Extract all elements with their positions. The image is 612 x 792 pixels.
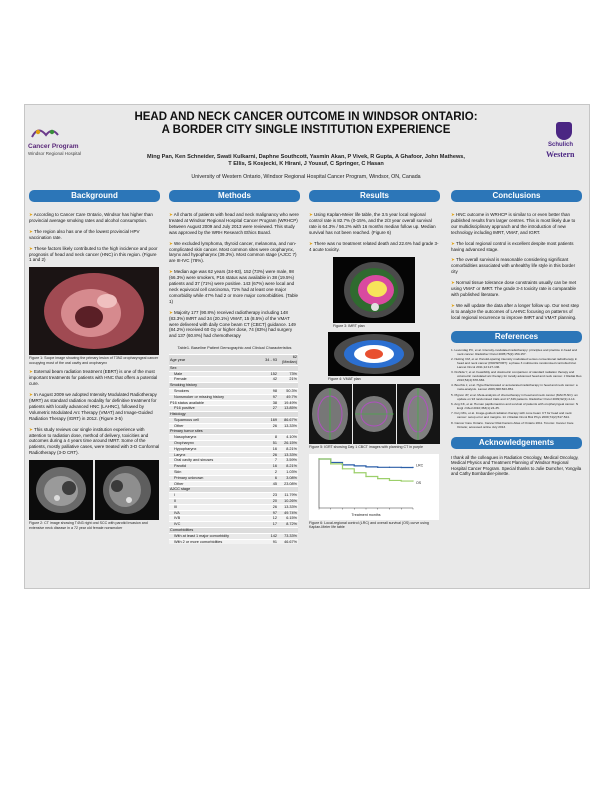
- cbct-scan-image: [309, 384, 352, 444]
- table-cell: 46.67%: [278, 539, 298, 544]
- table-cell: IVC: [169, 522, 262, 528]
- table-cell: 26: [262, 423, 278, 429]
- conclusions-paragraph: ➤ The overall survival is reasonable considering significant comorbidities associated with unhealthy life style in this border city: [451, 257, 576, 275]
- table-cell: 12: [262, 516, 278, 522]
- bullet-arrow-icon: ➤: [169, 212, 174, 217]
- table-body: [169, 365, 298, 544]
- acknowledgements-text: I thank all the colleagues in Radiation Oncology, Medical Oncology, Medical Physics and Treatment Planning of Windsor Regional Hospital Cancer Program. Special thanks to Julie Dumcher, Yongyila and Cathy Bombardier-pinette.: [451, 454, 582, 477]
- reference-item: 1. Levendag PC, et al. Intensity-modulated radiotherapy: principles and practice in head and neck cancer. Radiother Oncol 2005;75(2):150-157.: [451, 347, 578, 356]
- table-header-cell: 62 (Median): [278, 355, 298, 366]
- table-cell: 3.59%: [278, 458, 298, 464]
- table-cell: Nasopharynx: [169, 435, 262, 441]
- table-cell: Other: [169, 481, 262, 487]
- conclusions-column: [451, 190, 582, 477]
- table-cell: 23.08%: [278, 481, 298, 487]
- table-cell: Skin: [169, 470, 262, 476]
- results-header: Results: [309, 190, 440, 202]
- table-cell: With 2 or more comorbidities: [169, 539, 262, 544]
- legend-label-lrc: LRC: [416, 463, 424, 468]
- table-cell: Smokers: [169, 388, 262, 394]
- imrt-dose-image: [333, 257, 415, 323]
- references-header: References: [451, 331, 582, 343]
- conclusions-paragraph: ➤ Normal tissue tolerance dose constraints usually can be met using VMAT or IMRT. The grade 3-4 toxicity rate is comparable with published literature.: [451, 280, 577, 297]
- reference-item: 4. Bourhis J, et al. Hyperfractionated or accelerated radiotherapy in head and neck cancer: a meta-analysis. Lancet 2006;368:843-854.: [451, 383, 578, 392]
- table-header-row: [169, 355, 298, 366]
- table-cell: 13.85%: [278, 406, 298, 412]
- data-point-lrc: [389, 467, 390, 468]
- authors-line-1: Ming Pan, Ken Schneider, Swati Kulkarni, Daphne Southcott, Yasmin Akan, P Vivek, R Gupta, A Ghafoor, John Mathews,: [147, 154, 465, 160]
- figure-2-ct-images: [29, 460, 160, 520]
- table-cell: 86.67%: [278, 417, 298, 423]
- bullet-arrow-icon: ➤: [29, 228, 34, 234]
- cancer-program-logo-icon: [28, 123, 94, 143]
- table-cell: 26: [262, 504, 278, 510]
- survival-chart-svg: [309, 454, 439, 520]
- crest-icon: [556, 122, 572, 140]
- figure-5-caption: Figure 5: IGRT showing Day 1 CBCT images with planning CT in purple: [309, 445, 423, 450]
- cbct-image: [309, 384, 352, 444]
- bullet-arrow-icon: ➤: [169, 240, 175, 246]
- methods-paragraph: ➤ All charts of patients with head and neck malignancy who were treated at Windsor Regional Hospital Cancer Program (WRHCP) between August 2009 and July 2013 were reviewed. This study was approved by the WRH Research Ethics Board.: [169, 212, 299, 235]
- author-list: [100, 154, 512, 168]
- table-cell: III: [169, 504, 262, 510]
- table-cell: Primary unknown: [169, 475, 262, 481]
- table-cell: 10.26%: [278, 499, 298, 505]
- scope-image: [29, 267, 159, 355]
- table-cell: 51: [262, 441, 278, 447]
- figure-1-scope-image: [29, 267, 159, 355]
- bullet-arrow-icon: ➤: [451, 302, 457, 308]
- table-cell: 26: [262, 452, 278, 458]
- background-paragraph: ➤ External beam radiation treatment (EBRT) is one of the most important treatments for patients with HNC that offers a potential cure.: [29, 369, 158, 387]
- data-point-os: [401, 480, 402, 481]
- table-cell: 8.72%: [278, 522, 298, 528]
- table-cell: 11.79%: [278, 493, 298, 499]
- bullet-arrow-icon: ➤: [451, 212, 457, 217]
- methods-header: Methods: [169, 190, 300, 202]
- table-cell: 8.21%: [278, 464, 298, 470]
- table-cell: 1.03%: [278, 470, 298, 476]
- table-cell: 45: [262, 481, 278, 487]
- reference-item: 6. Ang KK, et al. Human papillomavirus and survival of patients with oropharyngeal cancer. N Engl J Med 2010;363(1):24-35.: [451, 402, 579, 411]
- title-line-2: A BORDER CITY SINGLE INSTITUTION EXPERIENCE: [161, 124, 451, 136]
- table-cell: P16 status available: [169, 400, 262, 406]
- cbct-image: [397, 384, 440, 444]
- conclusions-paragraph: ➤ HNC outcome in WRHCP is similar to or even better than published results from larger centres. This is most likely due to our multidisciplinary approach and the introduction of new technology including IMRT, VMAT, and IGRT.: [451, 212, 576, 235]
- bullet-arrow-icon: ➤: [451, 257, 456, 263]
- bullet-arrow-icon: ➤: [29, 392, 35, 398]
- figure-3-caption: Figure 3: IMRT plan: [333, 324, 365, 329]
- table-cell: 26.15%: [278, 441, 298, 447]
- bullet-arrow-icon: ➤: [29, 245, 34, 251]
- background-paragraph: ➤ The region also has one of the lowest provincial HPV vaccination rate.: [29, 228, 140, 240]
- data-point-os: [377, 478, 378, 479]
- data-point-os: [389, 480, 390, 481]
- table-row: [169, 539, 298, 544]
- table-cell: 19.49%: [278, 400, 298, 406]
- table-cell: 23: [262, 493, 278, 499]
- table-cell: Oral cavity and sinuses: [169, 458, 262, 464]
- table-cell: 8: [262, 435, 278, 441]
- table-header-cell: 34 - 93: [262, 355, 278, 366]
- table-cell: Nonsmoker or missing history: [169, 394, 262, 400]
- data-point-os: [354, 472, 355, 473]
- table-cell: Smoking history: [169, 383, 262, 389]
- bullet-arrow-icon: ➤: [451, 280, 457, 286]
- results-column: [309, 190, 440, 530]
- cbct-scan-image: [353, 384, 396, 444]
- figure-5-igrt-images: [309, 384, 440, 444]
- cancer-program-logo: [28, 123, 96, 159]
- figure-6-survival-chart: [309, 454, 439, 520]
- table-cell: Other: [169, 423, 262, 429]
- methods-column: [169, 190, 300, 544]
- table-cell: I: [169, 493, 262, 499]
- background-paragraph: ➤ In August 2009 we adopted Intensity Modulated Radiotherapy (IMRT) as standard radiation modality for definitive treatment for patients with locally advanced HNC (LAHNC), followed by Volumetric Modulated Arc Therapy (VMAT) and Image-Guided Radiation Therapy (IGRT) in 2012. (Figure 3-5): [29, 392, 157, 421]
- bullet-arrow-icon: ➤: [309, 212, 315, 217]
- reference-item: 7. Fury MG, et al. Image-guided radiation therapy with cone beam CT for head and neck cancer: setup error and margins. Int J Radiat Oncol Biol Phys 2009;74(2):517-524.: [451, 411, 572, 420]
- data-point-os: [412, 480, 413, 481]
- figure-3-imrt-plan: [333, 257, 415, 323]
- reference-item: 8. Cancer Care Ontario. Cancer Risk Factors Atlas of Ontario 2011. Toronto: Cancer Care Ontario; accessed online July 2013.: [451, 420, 574, 429]
- cancer-program-logo-subtext: Windsor Regional Hospital: [28, 151, 82, 156]
- table-cell: 50.3%: [278, 388, 298, 394]
- table-cell: II: [169, 499, 262, 505]
- table-cell: Parotid: [169, 464, 262, 470]
- table-cell: 21%: [278, 377, 298, 383]
- data-point-lrc: [377, 467, 378, 468]
- ct-image: [95, 460, 159, 520]
- data-point-lrc: [354, 465, 355, 466]
- methods-paragraph: ➤ We excluded lymphoma, thyroid cancer, melanoma, and non-complicated skin cancer. Most common sites were oropharynx, larynx and hypopharynx (39.3%). Most common stage (AJCC 7) are III-IVC (78%).: [169, 240, 297, 264]
- figure-1-caption: Figure 1: Scope image showing the primary lesion of T3N2 oropharyngeal cancer occupying most of the oral cavity and oropharynx: [29, 356, 159, 365]
- table-cell: IVB: [169, 516, 262, 522]
- figure-4-vmat-plan: [328, 332, 420, 376]
- table-cell: AJCC stage: [169, 487, 262, 493]
- table-cell: 13.33%: [278, 504, 298, 510]
- table-cell: 4.10%: [278, 435, 298, 441]
- western-logo-text: Western: [546, 150, 575, 159]
- table-cell: Squamous cell: [169, 417, 262, 423]
- conclusions-paragraph: ➤ We will update the data after a longer follow up. Our next step is to analyze the outcomes of LAHNC focusing on patterns of local regional recurrence to improve IMRT and VMAT planning.: [451, 302, 580, 320]
- poster-title: [100, 111, 512, 137]
- table-cell: 6.15%: [278, 516, 298, 522]
- table-cell: 73%: [278, 371, 298, 377]
- table-cell: 7: [262, 458, 278, 464]
- table-cell: 91: [262, 539, 278, 544]
- table-cell: 169: [262, 417, 278, 423]
- data-point-lrc: [401, 467, 402, 468]
- title-line-1: HEAD AND NECK CANCER OUTCOME IN WINDSOR ONTARIO:: [134, 111, 478, 123]
- reference-item: 2. Nutting CM, et al. Parotid-sparing intensity modulated versus conventional radiotherapy in head and neck cancer (PARSPORT): a phase 3 multicentre randomised controlled trial. Lancet Oncol 2011;12:127-136.: [451, 356, 578, 369]
- table-cell: With at least 1 major comorbidity: [169, 533, 262, 539]
- table-header-cell: Age year: [169, 355, 262, 366]
- bullet-arrow-icon: ➤: [169, 269, 175, 275]
- background-paragraph: ➤ According to Cancer Care Ontario, Windsor has higher than provincial average smoking rates and alcohol consumption.: [29, 212, 153, 223]
- cbct-scan-image: [397, 384, 440, 444]
- table-cell: 17: [262, 522, 278, 528]
- reference-item: 5. Pignon JP, et al. Meta-analysis of chemotherapy in head and neck cancer (MACH-NC): an update on 93 randomised trials and 17,346 patients. Radiother Oncol 2009;92(1):4-14.: [451, 392, 578, 401]
- authors-line-2: T Ellis, S Kosjecki, K Hirani, J Yousuf, C Springer, C Hasan: [228, 161, 384, 167]
- table-cell: 97: [262, 394, 278, 400]
- table-cell: 42: [262, 377, 278, 383]
- table-cell: 3.08%: [278, 475, 298, 481]
- table-1-title: Table1. Baseline Patient Demographic and Clinical Characteristics: [177, 345, 292, 351]
- background-paragraph: ➤ These factors likely contributed to the high incidence and poor prognosis of head and neck cancer (HNC) in this region. (Figure 1 and 2): [29, 245, 158, 263]
- figure-4-caption: Figure 4: VMAT plan: [328, 376, 361, 381]
- table-cell: Sex: [169, 365, 262, 371]
- table-cell: 16: [262, 446, 278, 452]
- methods-paragraph: ➤ Majority 177 (90.8%) received radiotherapy including 148 (83.3%) IMRT and 34 (20.1%) VMAT, 15 (8.5%) of the VMAT were delivered with daily Cone beam CT (CBCT) guidance. 149 (84.2%) received 60 Gy or higher dose, 74 (83%) had surgery and 137 (60.8%) had chemotherapy: [169, 309, 296, 339]
- table-cell: 152: [262, 371, 278, 377]
- figure-2-caption: Figure 2: CT image showing T4N3 right oral SCC with parotid invasion and extensive neck disease in a 72 year old female nonsmoker: [29, 521, 148, 530]
- table-cell: 2: [262, 470, 278, 476]
- table-cell: 98: [262, 388, 278, 394]
- table-cell: 13.33%: [278, 452, 298, 458]
- table-cell: 97: [262, 510, 278, 516]
- ct-scan-image: [29, 460, 93, 520]
- table-cell: 6: [262, 475, 278, 481]
- reference-item: 3. Kishida Y, et al. Feasibility and dosimetric comparison of standard radiation therapy and volumetric modulated arc therapy for locally advanced head and neck cancer. J Radiat Res 2013;54(4):678-684.: [451, 370, 582, 383]
- conclusions-header: Conclusions: [451, 190, 582, 202]
- ct-image: [29, 460, 93, 520]
- table-cell: Comorbidities: [169, 528, 262, 534]
- table-cell: Female: [169, 377, 262, 383]
- table-cell: 142: [262, 533, 278, 539]
- table-cell: 20: [262, 499, 278, 505]
- table-cell: Oropharynx: [169, 441, 262, 447]
- ct-scan-image: [95, 460, 159, 520]
- data-point-os: [330, 463, 331, 464]
- affiliation: University of Western Ontario, Windsor Regional Hospital Cancer Program, Windsor, ON, Canada: [191, 174, 421, 180]
- conclusions-paragraph: ➤ The local regional control is excellent despite most patients having advanced stage.: [451, 240, 574, 252]
- background-header: Background: [29, 190, 160, 202]
- data-point-os: [318, 458, 319, 459]
- data-point-lrc: [365, 466, 366, 467]
- table-cell: P16 positive: [169, 406, 262, 412]
- bullet-arrow-icon: ➤: [309, 240, 314, 246]
- cbct-image: [353, 384, 396, 444]
- data-point-os: [365, 476, 366, 477]
- bullet-arrow-icon: ➤: [169, 309, 175, 315]
- table-cell: 27: [262, 406, 278, 412]
- results-paragraph: ➤ There was no treatment related death and 22.6% had grade 3-4 acute toxicity.: [309, 240, 439, 252]
- cancer-program-logo-text: Cancer Program: [28, 143, 79, 150]
- table-cell: 8.21%: [278, 446, 298, 452]
- figure-6-caption: Figure 6: Local-regional control (LRC) and overall survival (OS) curve using Kaplan-Meier life table: [309, 520, 429, 530]
- table-cell: 13.33%: [278, 423, 298, 429]
- table-cell: 49.7%: [278, 394, 298, 400]
- bullet-arrow-icon: ➤: [29, 212, 34, 217]
- bullet-arrow-icon: ➤: [29, 426, 34, 432]
- acknowledgements-header: Acknowledgements: [451, 437, 582, 449]
- table-cell: Primary tumor sites: [169, 429, 262, 435]
- table-cell: Hypopharynx: [169, 446, 262, 452]
- table-cell: 73.33%: [278, 533, 298, 539]
- data-point-lrc: [412, 467, 413, 468]
- table-cell: IVA: [169, 510, 262, 516]
- schulich-logo-text: Schulich: [548, 142, 574, 148]
- baseline-characteristics-table: [169, 354, 298, 544]
- methods-paragraph: ➤ Median age was 62 years (34-93), 152 (73%) were male, 98 (66.3%) were smokers, P16 status was available in 38 (19.5%) patients and 37 (71%) were positive. 143 (67%) were local and neck equivocal cell carcinoma, 71% had at least one major comorbidity while 47% had 2 or more major comorbidities. (Table 1): [169, 269, 299, 304]
- legend-label-os: OS: [416, 480, 422, 485]
- bullet-arrow-icon: ➤: [451, 240, 456, 246]
- background-column: [29, 190, 160, 530]
- table-cell: 16: [262, 464, 278, 470]
- vmat-dose-image: [328, 332, 420, 376]
- data-point-os: [342, 468, 343, 469]
- table-cell: 38: [262, 400, 278, 406]
- references-list: [451, 348, 582, 429]
- table-cell: Male: [169, 371, 262, 377]
- background-paragraph: ➤ This study reviews our single institution experience with attention to radiation dose, method of delivery, toxicities and outcomes during a 4 years time around IMRT. Some of the patients, mostly palliative cases, were treated with 3-D Conformal Radiotherapy (3-D CRT).: [29, 426, 160, 456]
- x-axis-label: Treatment months: [351, 512, 381, 517]
- schulich-western-logo: [546, 122, 586, 164]
- table-cell: Histology: [169, 412, 262, 418]
- results-paragraph: ➤ Using Kaplan-Meier life table, the 3.5 year local regional control rate is 82.7% (0-15%, and the 2/3 year overall survival rate is 64.3% / 56.2% with 16 months median follow up. Median survival has not been reached. (Figure 6): [309, 212, 436, 235]
- table-cell: Larynx: [169, 452, 262, 458]
- table-cell: 49.74%: [278, 510, 298, 516]
- bullet-arrow-icon: ➤: [29, 369, 35, 375]
